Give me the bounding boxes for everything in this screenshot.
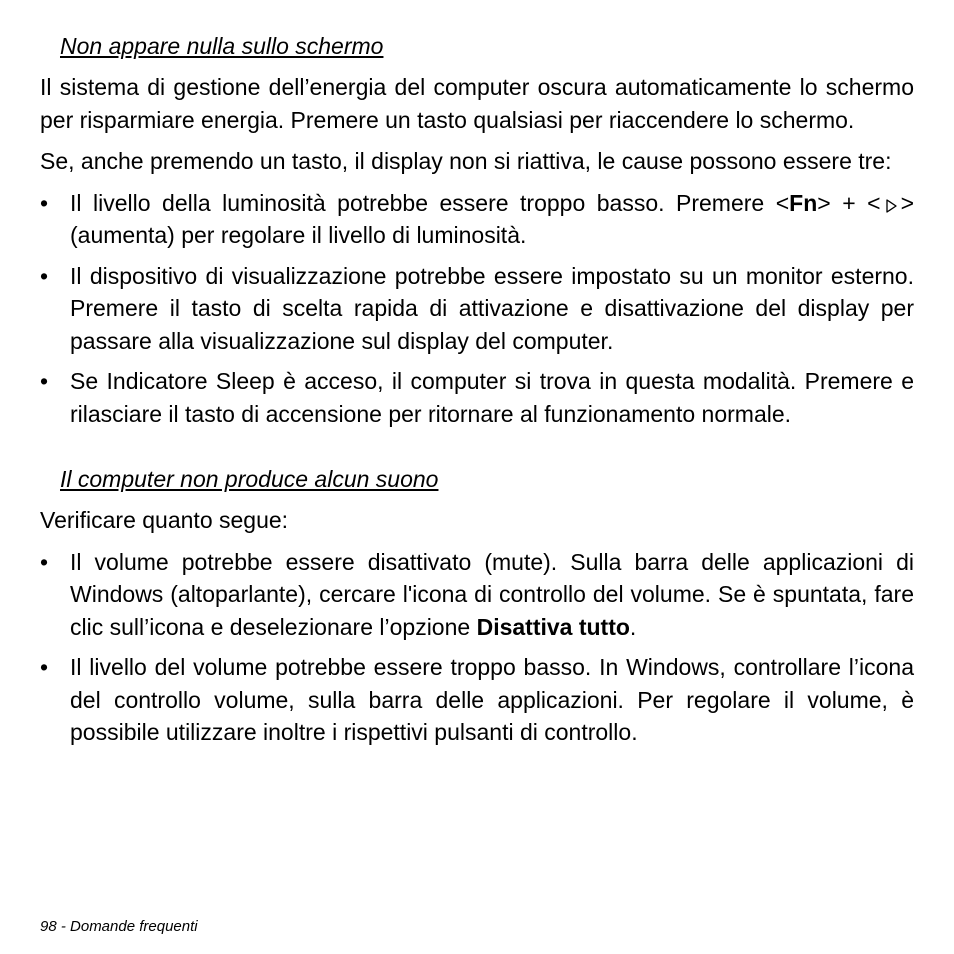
sound-checks-list (40, 546, 914, 749)
list-item-text: > (aumenta) per regolare il livello di luminosità. (70, 189, 915, 248)
list-item-text: . (629, 613, 637, 640)
page-footer: 98 - Domande frequenti (40, 918, 198, 935)
list-item (40, 365, 914, 430)
list-item-text: Il livello del volume potrebbe essere troppo basso. In Windows, controllare l’icona del controllo volume, sulla barra delle applicazioni. Per regolare il volume, è possibile utilizzare inoltre i rispettivi pulsanti di controllo. (70, 654, 914, 745)
list-item (40, 651, 914, 749)
option-label-mute-all: Disattiva tutto (476, 613, 630, 640)
list-item-text: Il dispositivo di visualizzazione potrebbe essere impostato su un monitor esterno. Premere il tasto di scelta rapida di attivazione e disattivazione del display per passare alla visualizzazione sul display del computer. (70, 262, 914, 354)
causes-list (40, 187, 914, 431)
section-heading-no-display: Non appare nulla sullo schermo (60, 33, 384, 59)
list-item-text: > + < (817, 189, 881, 216)
bullet-symbol: • (40, 189, 49, 216)
list-item-text: Il livello della luminosità potrebbe essere troppo basso. Premere < (70, 189, 790, 216)
paragraph-three-causes: Se, anche premendo un tasto, il display non si riattiva, le cause possono essere tre: (40, 148, 892, 174)
brightness-up-icon (884, 198, 898, 214)
list-item-text: Il volume potrebbe essere disattivato (mute). Sulla barra delle applicazioni di Windows (altoparlante), cercare l'icona di controllo del volume. Se è spuntata, fare clic sull’icona e deselezionare l’opzione (70, 548, 914, 640)
list-item (40, 187, 914, 252)
paragraph-energy-management: Il sistema di gestione dell’energia del computer oscura automaticamente lo schermo per risparmiare energia. Premere un tasto qualsiasi per riaccendere lo schermo. (40, 74, 914, 133)
bullet-symbol: • (40, 548, 49, 575)
key-label-fn: Fn (789, 189, 818, 216)
list-item-text: Se Indicatore Sleep è acceso, il computer si trova in questa modalità. Premere e rilasciare il tasto di accensione per ritornare al funzionamento normale. (70, 368, 914, 427)
document-page (40, 30, 914, 757)
paragraph-check-following: Verificare quanto segue: (40, 507, 289, 533)
list-item (40, 546, 914, 644)
bullet-symbol: • (40, 654, 49, 680)
bullet-symbol: • (40, 368, 49, 394)
bullet-symbol: • (40, 262, 49, 289)
list-item (40, 260, 914, 358)
section-heading-no-sound: Il computer non produce alcun suono (60, 466, 439, 492)
